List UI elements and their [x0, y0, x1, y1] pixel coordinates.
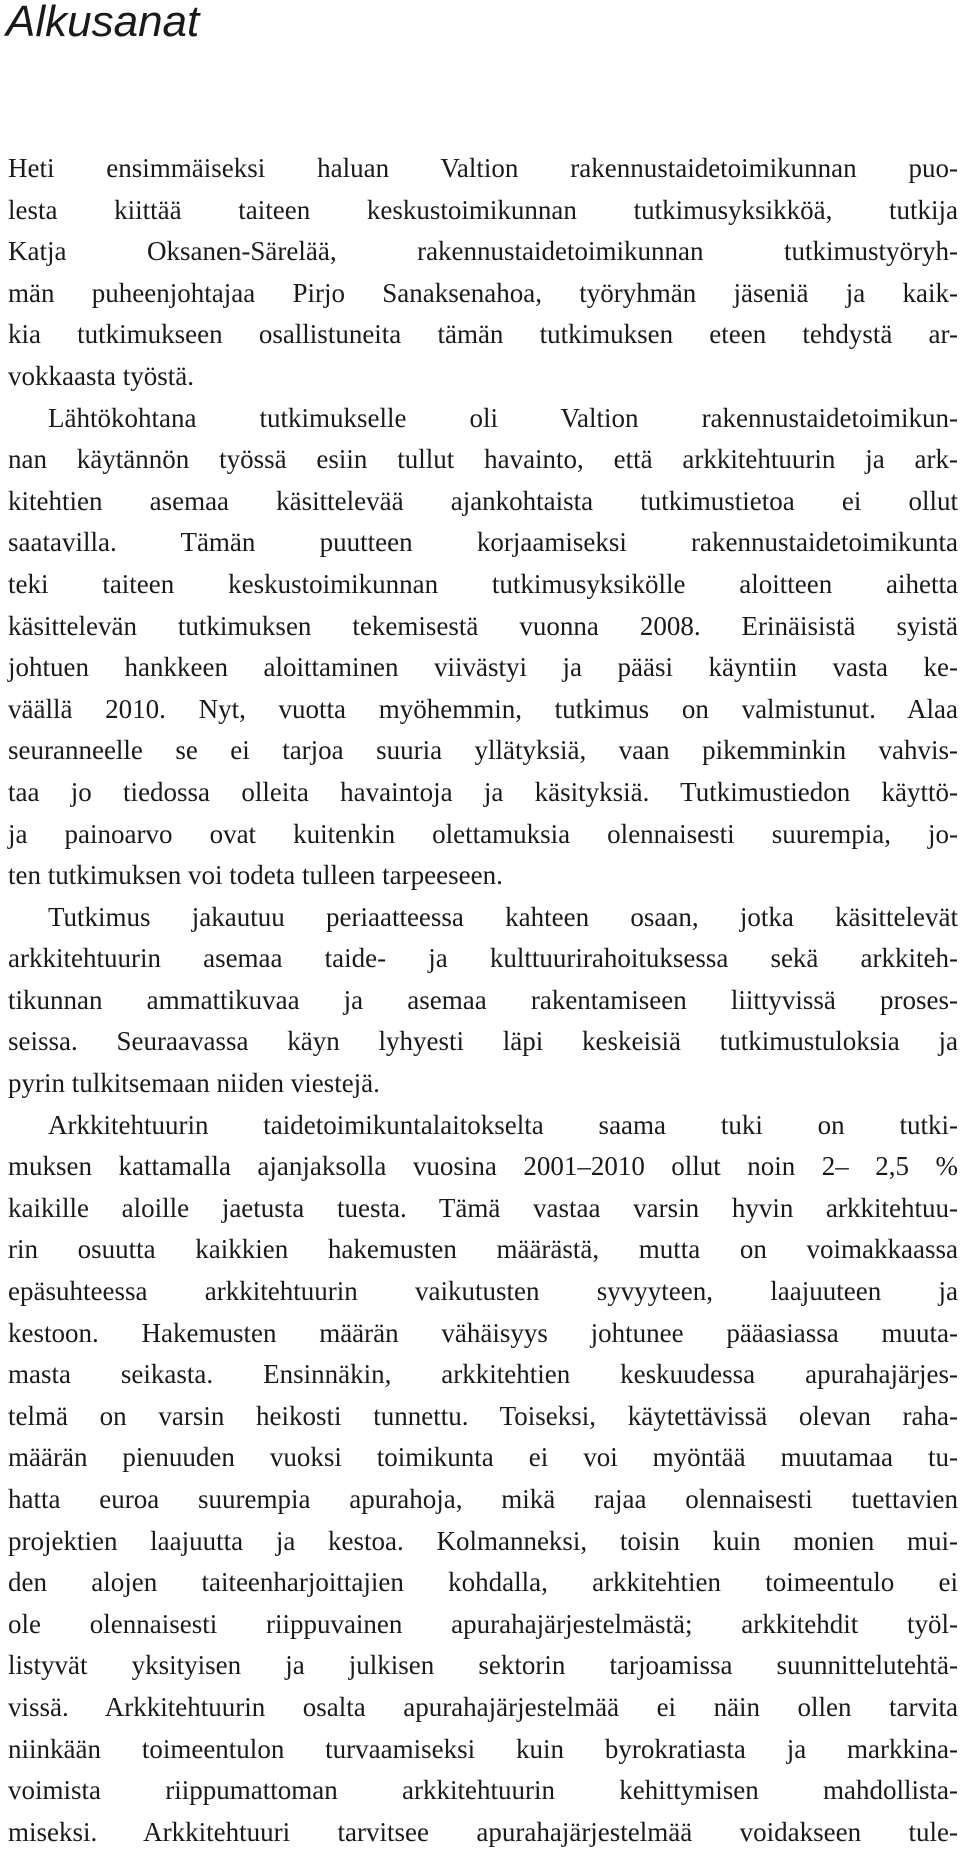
text-line: arkkitehtuurin asemaa taide- ja kulttuurirahoituksessa sekä arkkiteh- [8, 943, 958, 974]
text-line: vokkaasta työstä. [8, 360, 194, 391]
text-line: saatavilla. Tämän puutteen korjaamiseksi rakennustaidetoimikunta [8, 527, 958, 558]
text-line: niinkään toimeentulon turvaamiseksi kuin byrokratiasta ja markkina- [8, 1733, 958, 1764]
text-line: masta seikasta. Ensinnäkin, arkkitehtien keskuudessa apurahajärjes- [8, 1359, 958, 1390]
text-line: Katja Oksanen-Särelää, rakennustaidetoimikunnan tutkimustyöryh- [8, 236, 958, 267]
text-line: Heti ensimmäiseksi haluan Valtion rakennustaidetoimikunnan puo- [8, 153, 958, 183]
text-line: kestoon. Hakemusten määrän vähäisyys johtunee pääasiassa muuta- [8, 1317, 958, 1348]
text-line: hatta euroa suurempia apurahoja, mikä rajaa olennaisesti tuettavien [8, 1484, 958, 1514]
text-line: seuranneelle se ei tarjoa suuria yllätyksiä, vaan pikemminkin vahvis- [8, 735, 958, 766]
text-line: ten tutkimuksen voi todeta tulleen tarpeeseen. [8, 860, 503, 891]
text-line: kitehtien asemaa käsittelevää ajankohtaista tutkimustietoa ei ollut [8, 485, 958, 516]
text-line: johtuen hankkeen aloittaminen viivästyi ja pääsi käyntiin vasta ke- [8, 652, 958, 683]
text-line: seissa. Seuraavassa käyn lyhyesti läpi keskeisiä tutkimustuloksia ja [8, 1026, 958, 1057]
text-line: määrän pienuuden vuoksi toimikunta ei voi myöntää muutamaa tu- [8, 1442, 958, 1473]
text-line: ja painoarvo ovat kuitenkin olettamuksia olennaisesti suurempia, jo- [8, 818, 958, 849]
text-line: kaikille aloille jaetusta tuesta. Tämä vastaa varsin hyvin arkkitehtuu- [8, 1192, 958, 1223]
text-line: telmä on varsin heikosti tunnettu. Toiseksi, käytettävissä olevan raha- [8, 1400, 958, 1431]
text-line: män puheenjohtajaa Pirjo Sanaksenahoa, työryhmän jäseniä ja kaik- [8, 277, 958, 308]
text-line: taa jo tiedossa olleita havaintoja ja käsityksiä. Tutkimustiedon käyttö- [8, 776, 958, 807]
text-line: projektien laajuutta ja kestoa. Kolmanneksi, toisin kuin monien mui- [8, 1525, 958, 1556]
text-line: kia tutkimukseen osallistuneita tämän tutkimuksen eteen tehdystä ar- [8, 319, 958, 350]
text-line: voimista riippumattoman arkkitehtuurin kehittymisen mahdollista- [8, 1775, 958, 1806]
text-line: tikunnan ammattikuvaa ja asemaa rakentamiseen liittyvissä proses- [8, 984, 958, 1015]
text-line: den alojen taiteenharjoittajien kohdalla, arkkitehtien toimeentulo ei [8, 1567, 958, 1598]
text-line: Lähtökohtana tutkimukselle oli Valtion rakennustaidetoimikun- [48, 402, 958, 433]
page-title: Alkusanat [6, 0, 200, 46]
text-line: epäsuhteessa arkkitehtuurin vaikutusten syvyyteen, laajuuteen ja [8, 1276, 958, 1307]
text-line: pyrin tulkitsemaan niiden viestejä. [8, 1068, 380, 1099]
text-line: vissä. Arkkitehtuurin osalta apurahajärjestelmää ei näin ollen tarvita [8, 1691, 958, 1722]
text-line: Arkkitehtuurin taidetoimikuntalaitokselta saama tuki on tutki- [48, 1109, 958, 1140]
text-line: teki taiteen keskustoimikunnan tutkimusyksikölle aloitteen aihetta [8, 568, 958, 599]
text-line: käsittelevän tutkimuksen tekemisestä vuonna 2008. Erinäisistä syistä [8, 610, 958, 641]
text-line: väällä 2010. Nyt, vuotta myöhemmin, tutkimus on valmistunut. Alaa [8, 693, 958, 724]
text-line: lesta kiittää taiteen keskustoimikunnan tutkimusyksikköä, tutkija [8, 194, 958, 225]
text-line: ole olennaisesti riippuvainen apurahajärjestelmästä; arkkitehdit työl- [8, 1608, 958, 1639]
text-line: Tutkimus jakautuu periaatteessa kahteen osaan, jotka käsittelevät [48, 901, 958, 932]
text-line: nan käytännön työssä esiin tullut havainto, että arkkitehtuurin ja ark- [8, 444, 958, 475]
text-line: listyvät yksityisen ja julkisen sektorin tarjoamissa suunnittelutehtä- [8, 1650, 958, 1681]
body-text [8, 148, 958, 1853]
text-line: miseksi. Arkkitehtuuri tarvitsee apurahajärjestelmää voidakseen tule- [8, 1816, 958, 1847]
text-line: rin osuutta kaikkien hakemusten määrästä, mutta on voimakkaassa [8, 1234, 958, 1265]
text-line: muksen kattamalla ajanjaksolla vuosina 2001–2010 ollut noin 2– 2,5 % [8, 1151, 958, 1182]
